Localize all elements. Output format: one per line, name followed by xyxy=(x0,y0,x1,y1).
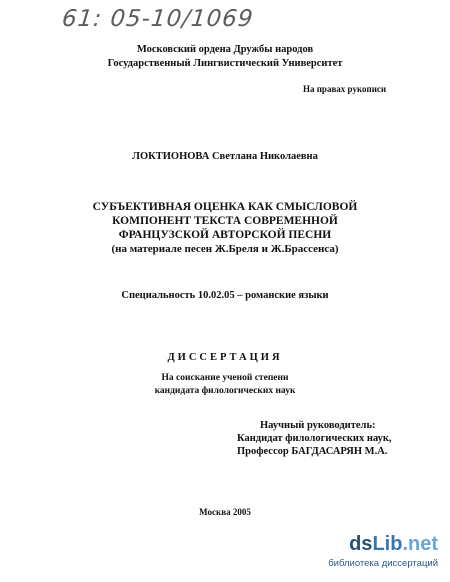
dslib-logo xyxy=(349,533,438,555)
degree-line-1: На соискание ученой степени xyxy=(161,373,289,383)
manuscript-rights-note: На правах рукописи xyxy=(303,84,387,94)
organization-line-1: Московский ордена Дружбы народов xyxy=(136,44,314,55)
dslib-logo-ds: ds xyxy=(349,533,373,555)
dslib-logo-lib: Lib xyxy=(372,533,403,555)
organization-line-2: Государственный Лингвистический Университет xyxy=(107,58,343,69)
title-line-2: КОМПОНЕНТ ТЕКСТА СОВРЕМЕННОЙ xyxy=(112,215,338,227)
supervisor-heading: Научный руководитель: xyxy=(260,420,376,431)
dslib-subtitle: библиотека диссертаций xyxy=(328,558,438,569)
title-line-1: СУБЪЕКТИВНАЯ ОЦЕНКА КАК СМЫСЛОВОЙ xyxy=(92,201,358,213)
dslib-watermark xyxy=(326,533,438,573)
degree-line-2: кандидата филологических наук xyxy=(154,386,296,396)
title-subtitle: (на материале песен Ж.Бреля и Ж.Брассенса) xyxy=(111,243,339,255)
city-year: Москва 2005 xyxy=(199,507,251,517)
speciality-line: Специальность 10.02.05 – романские языки xyxy=(121,290,329,301)
supervisor-name: Профессор БАГДАСАРЯН М.А. xyxy=(237,446,388,457)
dissertation-label: ДИССЕРТАЦИЯ xyxy=(167,352,283,363)
author-name: ЛОКТИОНОВА Светлана Николаевна xyxy=(132,151,318,162)
supervisor-degree: Кандидат филологических наук, xyxy=(237,433,392,444)
title-line-3: ФРАНЦУЗСКОЙ АВТОРСКОЙ ПЕСНИ xyxy=(118,229,332,241)
dslib-logo-net: .net xyxy=(402,533,438,555)
archive-stamp: 61: 05-10/1069 xyxy=(60,6,255,32)
